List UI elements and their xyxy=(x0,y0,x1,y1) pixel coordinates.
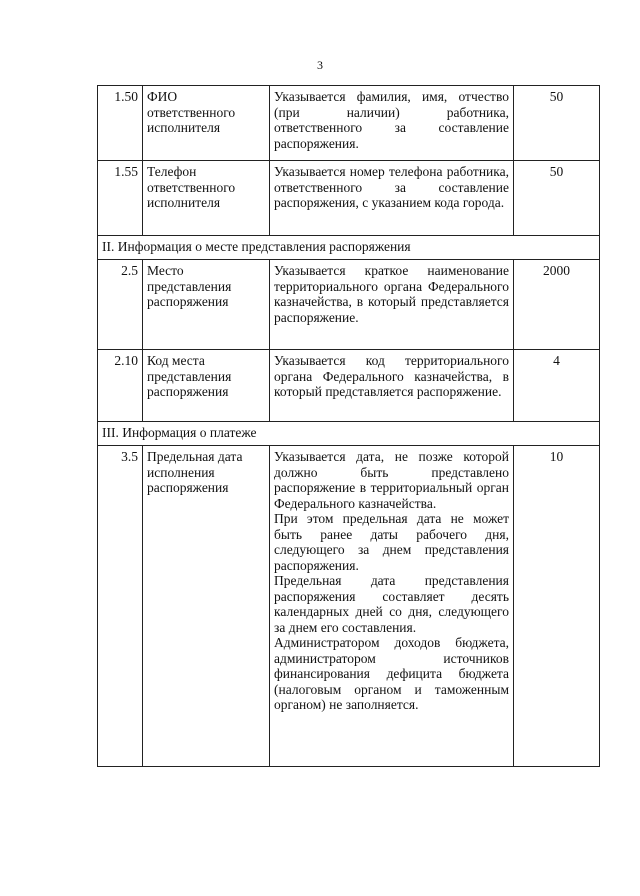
field-description: Указывается код территориального органа Федерального казначейства, в который представляется распоряжение. xyxy=(270,350,514,422)
section-header-row xyxy=(98,236,600,260)
row-number: 2.5 xyxy=(98,260,143,350)
field-name: ФИО ответственного исполнителя xyxy=(143,86,270,161)
field-name: Код места представления распоряжения xyxy=(143,350,270,422)
field-size: 4 xyxy=(514,350,600,422)
requisites-table xyxy=(97,85,600,767)
description-paragraph: Предельная дата представления распоряжения составляет десять календарных дней со дня, следующего за днем его составления. xyxy=(274,573,509,635)
field-name: Место представления распоряжения xyxy=(143,260,270,350)
field-name: Телефон ответственного исполнителя xyxy=(143,161,270,236)
table-row xyxy=(98,260,600,350)
section-title: III. Информация о платеже xyxy=(98,422,600,446)
section-header-row xyxy=(98,422,600,446)
table-row xyxy=(98,446,600,767)
description-paragraph: При этом предельная дата не может быть ранее даты рабочего дня, следующего за днем представления распоряжения. xyxy=(274,511,509,573)
field-description: Указывается фамилия, имя, отчество (при наличии) работника, ответственного за составление распоряжения. xyxy=(270,86,514,161)
table-row xyxy=(98,350,600,422)
row-number: 2.10 xyxy=(98,350,143,422)
section-title: II. Информация о месте представления распоряжения xyxy=(98,236,600,260)
field-name: Предельная дата исполнения распоряжения xyxy=(143,446,270,767)
field-description: Указывается краткое наименование территориального органа Федерального казначейства, в который представляется распоряжение. xyxy=(270,260,514,350)
field-description: Указывается номер телефона работника, ответственного за составление распоряжения, с указанием кода города. xyxy=(270,161,514,236)
field-size: 10 xyxy=(514,446,600,767)
page-number: 3 xyxy=(317,58,323,72)
field-size: 50 xyxy=(514,86,600,161)
table-row xyxy=(98,161,600,236)
table-row xyxy=(98,86,600,161)
description-paragraph: Указывается дата, не позже которой должно быть представлено распоряжение в территориальный орган Федерального казначейства. xyxy=(274,449,509,511)
field-size: 2000 xyxy=(514,260,600,350)
row-number: 1.55 xyxy=(98,161,143,236)
field-description xyxy=(270,446,514,767)
field-size: 50 xyxy=(514,161,600,236)
row-number: 3.5 xyxy=(98,446,143,767)
description-paragraph: Администратором доходов бюджета, администратором источников финансирования дефицита бюджета (налоговым органом и таможенным органом) не заполняется. xyxy=(274,635,509,712)
row-number: 1.50 xyxy=(98,86,143,161)
